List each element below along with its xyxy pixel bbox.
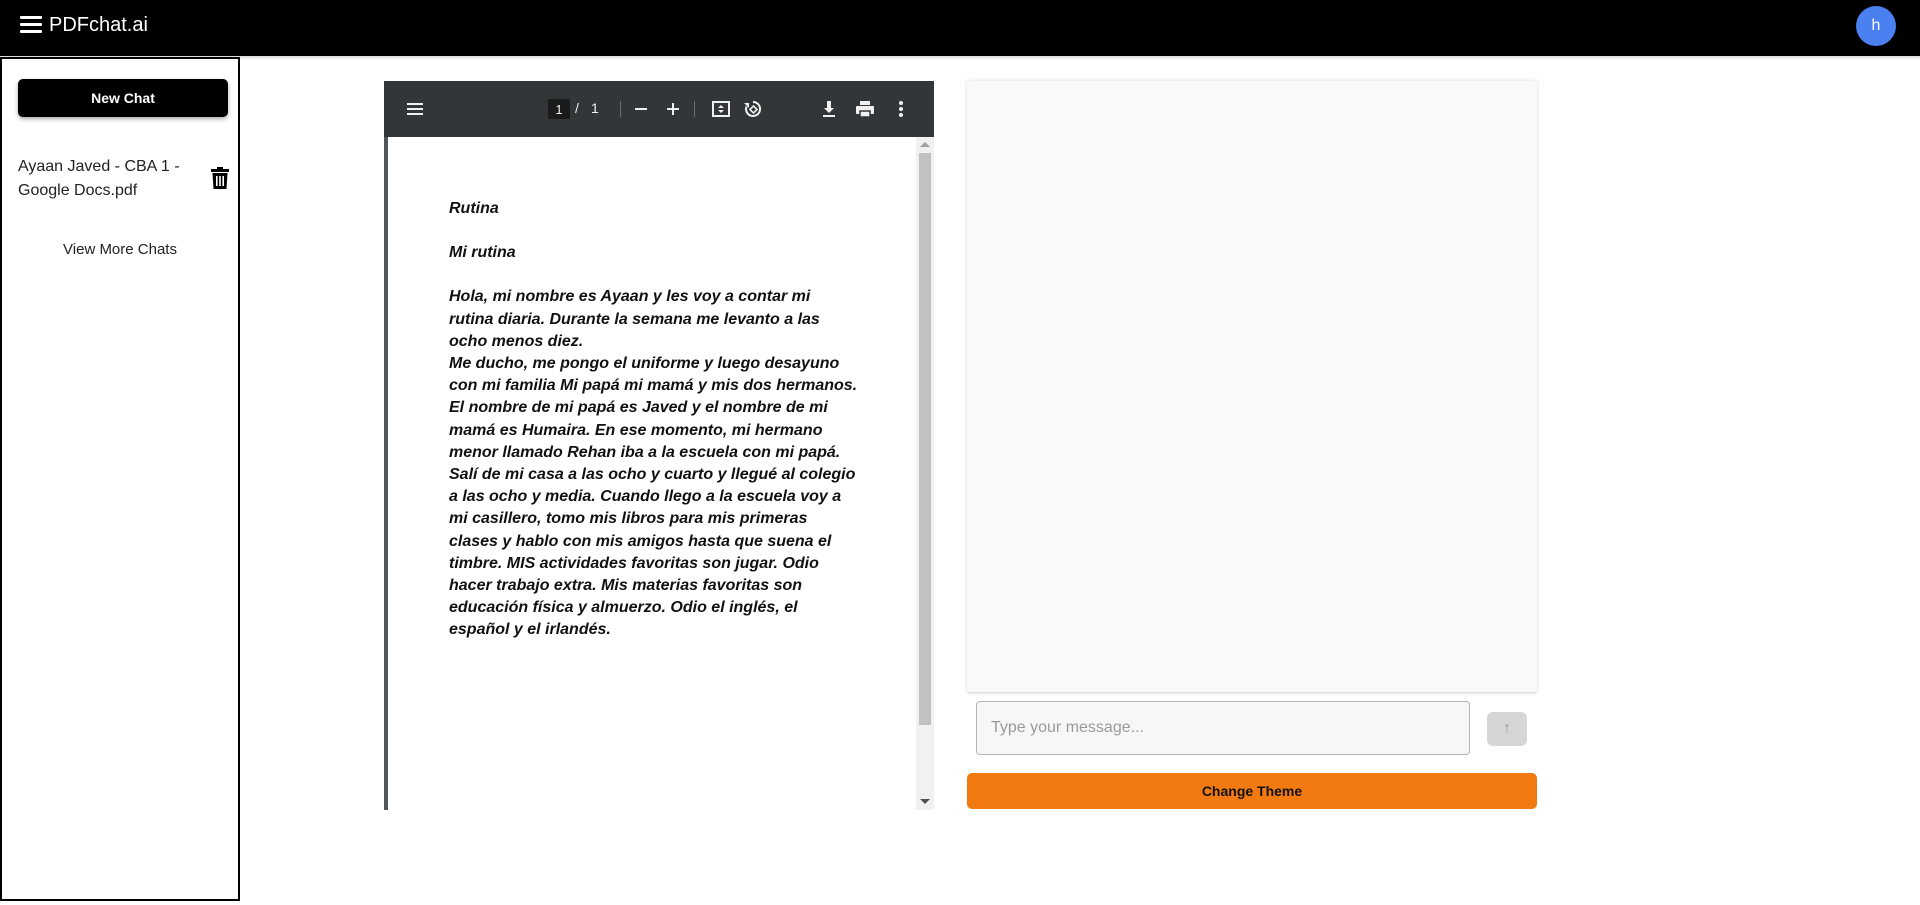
change-theme-button[interactable]: Change Theme	[967, 773, 1537, 809]
chat-messages-panel	[967, 81, 1537, 693]
scrollbar-thumb[interactable]	[919, 153, 931, 725]
document-paragraph-2: Me ducho, me pongo el uniforme y luego desayuno con mi familia Mi papá mi mamá y mis dos hermanos. El nombre de mi papá es Javed y el nombre de mi mamá es Humaira. En ese momento, mi hermano menor llamado Rehan iba a la escuela con mi papá. Salí de mi casa a las ocho y cuarto y llegué al colegio a las ocho y media. Cuando llego a la escuela voy a mi casillero, tomo mis libros para mis primeras clases y hablo con mis amigos hasta que suena el timbre. MIS actividades favoritas son jugar. Odio hacer trabajo extra. Mis materias favoritas son educación física y almuerzo. Odio el inglés, el español y el irlandés.	[449, 355, 858, 639]
pdf-toolbar	[384, 81, 934, 137]
scroll-down-icon[interactable]	[920, 799, 930, 804]
document-subtitle: Mi rutina	[449, 244, 516, 262]
page-separator: /	[575, 100, 579, 116]
send-button[interactable]: ↑	[1487, 712, 1527, 746]
view-more-chats-link[interactable]: View More Chats	[63, 241, 177, 258]
trash-icon[interactable]	[211, 167, 229, 189]
document-paragraph-1: Hola, mi nombre es Ayaan y les voy a contar mi rutina diaria. Durante la semana me levanto a las ocho menos diez.	[449, 288, 820, 350]
download-icon[interactable]	[818, 98, 840, 120]
page-total: 1	[591, 100, 599, 116]
top-bar	[0, 0, 1920, 56]
page-number-input[interactable]	[548, 99, 570, 119]
rotate-icon[interactable]	[742, 98, 764, 120]
top-bar-shadow	[0, 56, 1920, 60]
pdf-scrollbar[interactable]	[916, 137, 934, 810]
zoom-in-icon[interactable]	[662, 98, 684, 120]
hamburger-menu-icon[interactable]	[20, 16, 42, 34]
app-brand: PDFchat.ai	[49, 14, 148, 36]
fit-page-icon[interactable]	[710, 98, 732, 120]
document-title: Rutina	[449, 200, 499, 217]
print-icon[interactable]	[854, 98, 876, 120]
more-vert-icon[interactable]	[890, 98, 912, 120]
zoom-out-icon[interactable]	[630, 98, 652, 120]
pdf-page	[388, 137, 916, 810]
toolbar-divider	[694, 101, 695, 117]
user-avatar[interactable]: h	[1856, 6, 1896, 46]
pdf-document-text	[449, 198, 859, 642]
toolbar-divider	[620, 101, 621, 117]
new-chat-button[interactable]: New Chat	[18, 79, 228, 117]
sidebar	[0, 57, 240, 901]
chat-list-item[interactable]: Ayaan Javed - CBA 1 - Google Docs.pdf	[18, 158, 180, 199]
chat-divider	[967, 692, 1537, 693]
menu-icon[interactable]	[404, 98, 426, 120]
scroll-up-icon[interactable]	[920, 142, 930, 147]
message-input[interactable]	[976, 701, 1470, 755]
pdf-viewer	[384, 81, 934, 810]
